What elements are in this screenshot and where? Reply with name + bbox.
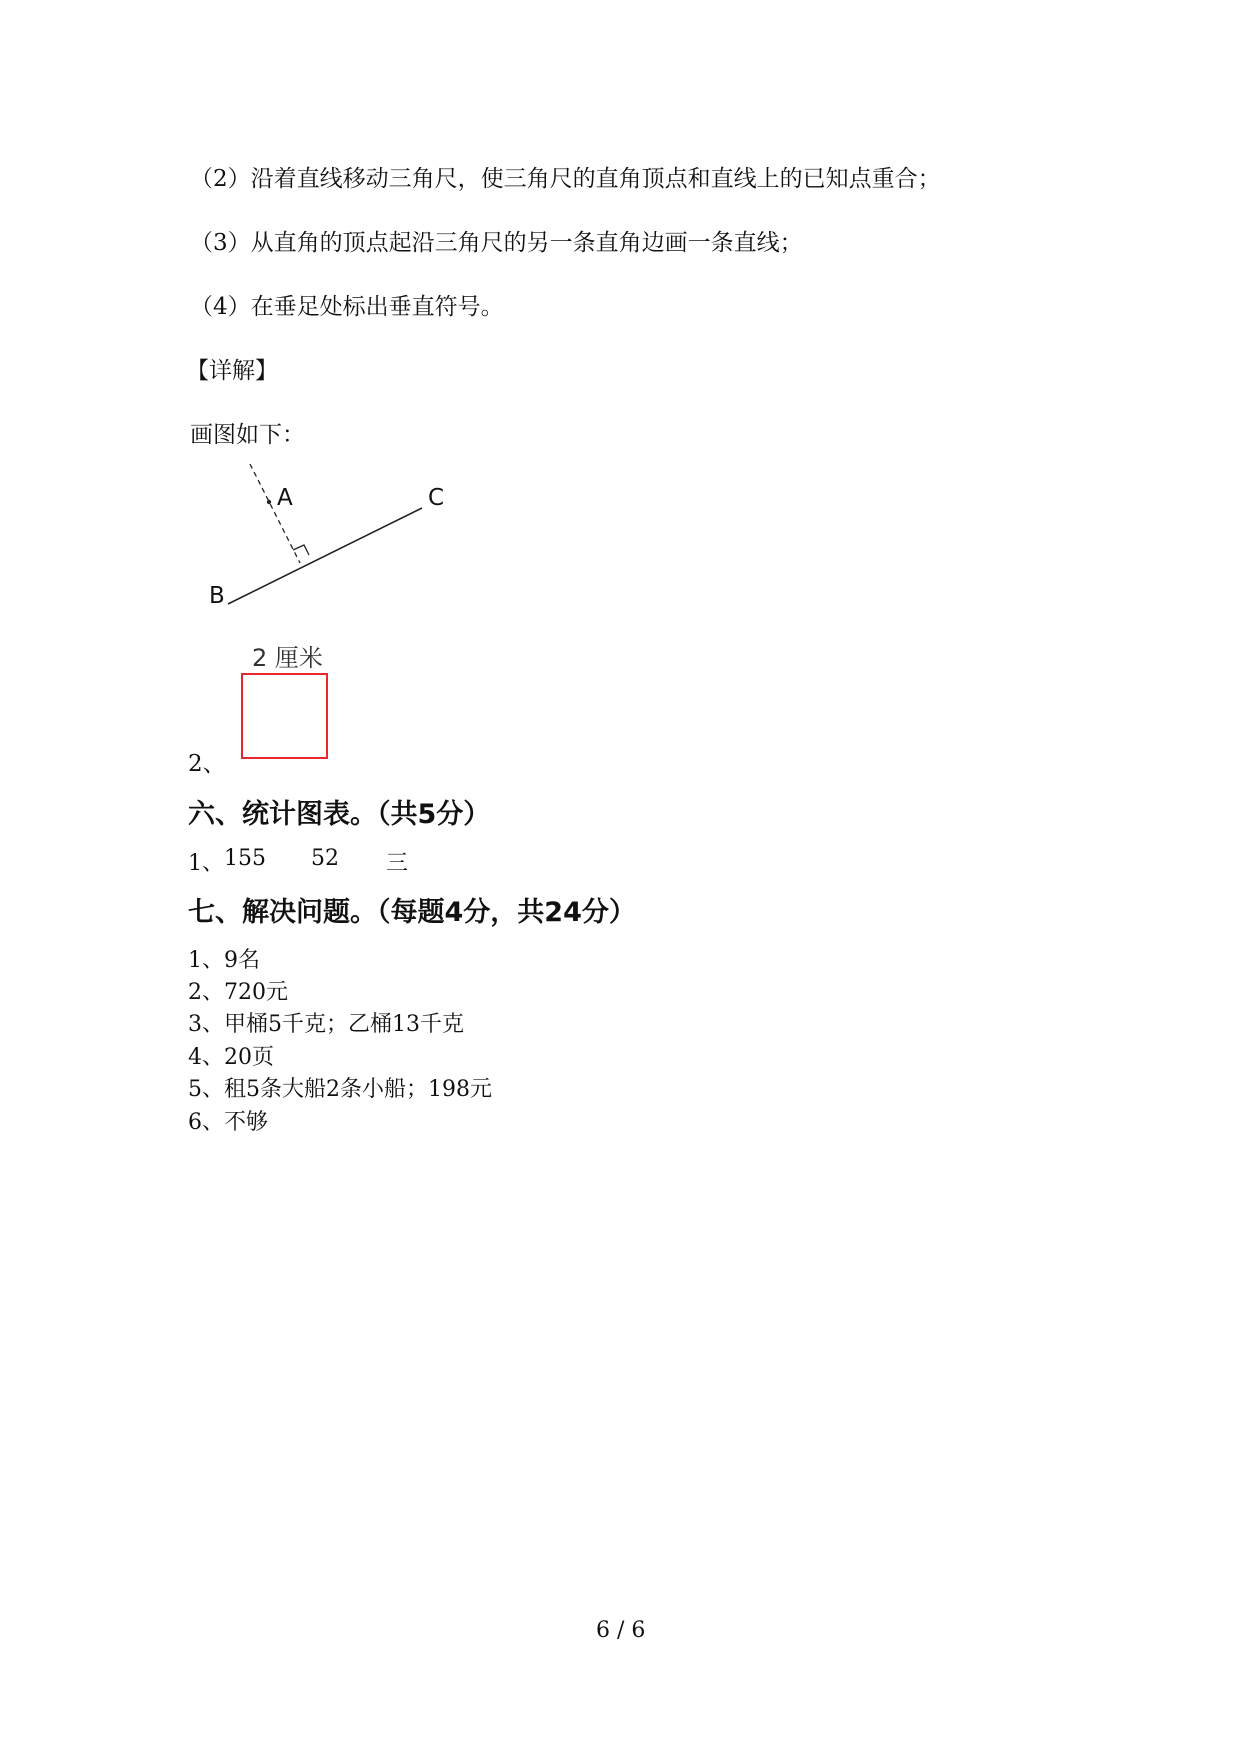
point-c-label: C — [428, 485, 445, 511]
detail-label: 【详解】 — [186, 358, 278, 384]
section7-answer-2: 2、720元 — [188, 980, 288, 1005]
section7-answer-5: 5、租5条大船2条小船；198元 — [188, 1077, 492, 1102]
step-3: （3）从直角的顶点起沿三角尺的另一条直角边画一条直线； — [190, 230, 803, 256]
square-size-label: 2 厘米 — [252, 644, 323, 672]
line-bc — [228, 508, 422, 604]
section7-answer-1: 1、9名 — [188, 948, 260, 973]
section6-answer-number: 1、 — [188, 851, 224, 876]
perpendicular-dashed-line — [250, 464, 300, 563]
section6-answer-3: 三 — [386, 851, 409, 876]
page-number: 6 / 6 — [596, 1618, 646, 1643]
section6-heading: 六、统计图表。（共5分） — [188, 799, 491, 830]
item-2-number: 2、 — [188, 751, 226, 777]
section6-answer-1: 155 — [224, 846, 266, 871]
section7-answer-4: 4、20页 — [188, 1045, 274, 1070]
section7-heading: 七、解决问题。（每题4分，共24分） — [188, 897, 636, 928]
step-2: （2）沿着直线移动三角尺，使三角尺的直角顶点和直线上的已知点重合； — [190, 166, 941, 192]
section7-answer-3: 3、甲桶5千克；乙桶13千克 — [188, 1012, 464, 1037]
square-2cm — [241, 673, 328, 759]
section7-answer-6: 6、不够 — [188, 1110, 268, 1135]
drawing-intro: 画图如下： — [190, 422, 305, 448]
perpendicular-figure — [190, 460, 450, 610]
point-b-label: B — [209, 583, 225, 609]
section6-answer-2: 52 — [311, 846, 339, 871]
step-4: （4）在垂足处标出垂直符号。 — [190, 294, 504, 320]
point-a-label: A — [277, 485, 293, 511]
point-a-dot — [267, 500, 271, 504]
